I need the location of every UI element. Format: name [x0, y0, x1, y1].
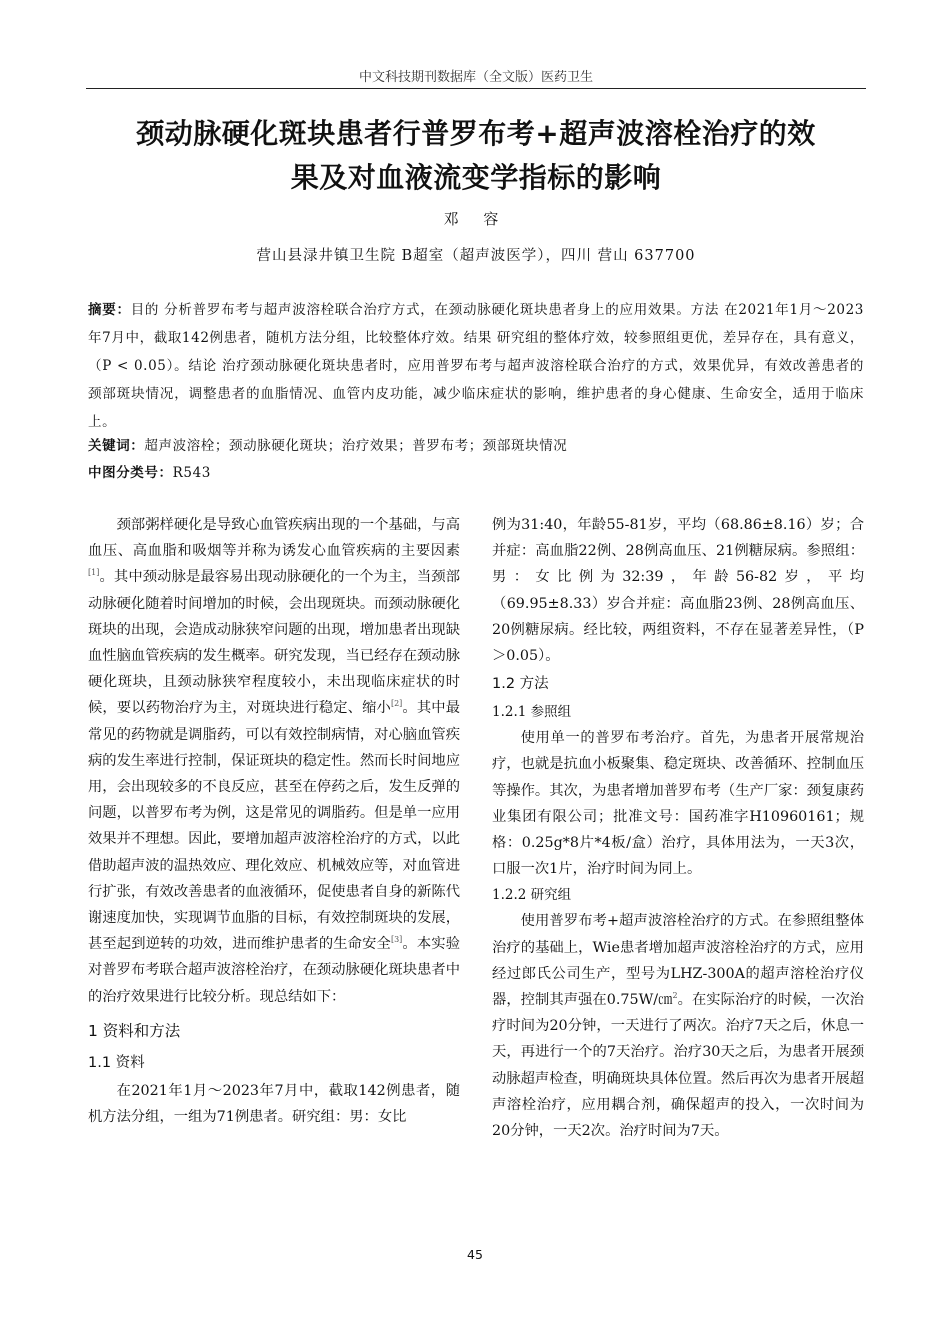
- intro-text-c: 。其中最常见的药物就是调脂药，可以有效控制病情，对心脑血管疾病的发生率进行控制，保证斑块的稳定性。然而长时间地应用，会出现较多的不良反应，甚至在停药之后，发生反弹的问题，以普罗布考为例，这是常见的调脂药。但是单一应用效果并不理想。因此，要增加超声波溶栓治疗的方式，以此借助超声波的温热效应、理化效应、机械效应等，对血管进行扩张，有效改善患者的血液循环，促使患者自身的新陈代谢速度加快，实现调节血脂的目标，有效控制斑块的发展，甚至起到逆转的功效，进而维护患者的生命安全: [88, 700, 461, 953]
- author-name: 邓 容: [443, 210, 509, 228]
- section-heading-methods: 1 资料和方法: [88, 1021, 181, 1040]
- title-line-1: 颈动脉硬化斑块患者行普罗布考+超声波溶栓治疗的效: [136, 117, 816, 150]
- superscript-2: 2: [672, 991, 678, 1001]
- abstract: [88, 296, 864, 436]
- intro-text-d: 。本实验对普罗布考联合超声波溶栓治疗，在颈动脉硬化斑块患者中的治疗效果进行比较分析。现总结如下：: [88, 936, 461, 1005]
- reference-2: [2]: [390, 699, 403, 709]
- intro-text-a: 颈部粥样硬化是导致心血管疾病出现的一个基础，与高血压、高血脂和吸烟等并称为诱发心血管疾病的主要因素: [88, 517, 460, 560]
- journal-header: 中文科技期刊数据库（全文版）医药卫生: [358, 70, 593, 85]
- author-affiliation: 营山县渌井镇卫生院 B超室（超声波医学），四川 营山 637700: [256, 248, 696, 264]
- classification-number: [88, 461, 864, 481]
- abstract-label: 摘要：: [88, 302, 131, 318]
- study-text-b: 。在实际治疗的时候，一次治疗时间为20分钟，一天进行了两次。治疗7天之后，休息一天，再进行一个的7天治疗。治疗30天之后，为患者开展颈动脉超声检查，明确斑块具体位置。然后再次为患者开展超声溶栓治疗，应用耦合剂，确保超声的投入，一次时间为20分钟，一天2次。治疗时间为7天。: [492, 992, 865, 1140]
- subsection-heading-method: 1.2 方法: [492, 676, 549, 693]
- study-text-a: 使用普罗布考+超声波溶栓治疗的方式。在参照组整体治疗的基础上，Wie患者增加超声波溶栓治疗的方式，应用经过郎氏公司生产，型号为LHZ-300A的超声溶栓治疗仪器，控制其声强在0.75W/㎝: [492, 913, 864, 1009]
- title-line-2: 果及对血液流变学指标的影响: [290, 161, 662, 194]
- subsubsection-heading-reference-group: 1.2.1 参照组: [492, 704, 572, 721]
- clc-text: R543: [172, 465, 211, 481]
- right-column: [492, 512, 864, 1144]
- data-paragraph: 在2021年1月～2023年7月中，截取142例患者，随机方法分组，一组为71例患者。研究组：男：女比: [88, 1082, 460, 1126]
- subsubsection-heading-study-group: 1.2.2 研究组: [492, 887, 572, 904]
- keywords: [88, 434, 864, 454]
- subsection-heading-data: 1.1 资料: [88, 1054, 145, 1071]
- article-title: [86, 112, 866, 200]
- intro-text-b: 。其中颈动脉是最容易出现动脉硬化的一个为主，当颈部动脉硬化随着时间增加的时候，会出现斑块。而颈动脉硬化斑块的出现，会造成动脉狭窄问题的出现，增加患者出现缺血性脑血管疾病的发生概率。研究发现，当已经存在颈动脉硬化斑块，且颈动脉狭窄程度较小，未出现临床症状的时候，要以药物治疗为主，对斑块进行稳定、缩小: [88, 569, 460, 717]
- header-rule: [86, 88, 866, 89]
- page-number: 45: [467, 1247, 483, 1262]
- keywords-text: 超声波溶栓；颈动脉硬化斑块；治疗效果；普罗布考；颈部斑块情况: [144, 438, 568, 454]
- clc-label: 中图分类号：: [88, 465, 173, 481]
- keywords-label: 关键词：: [88, 438, 145, 454]
- study-group-paragraph: [492, 908, 864, 1144]
- reference-group-paragraph: 使用单一的普罗布考治疗。首先，为患者开展常规治疗，也就是抗血小板聚集、稳定斑块、改善循环、控制血压等操作。其次，为患者增加普罗布考（生产厂家：颈复康药业集团有限公司；批准文号：国药准字H10960161；规格：0.25g*8片*4板/盒）治疗，具体用法为，一天3次，口服一次1片，治疗时间为同上。: [492, 730, 864, 878]
- abstract-text: 目的 分析普罗布考与超声波溶栓联合治疗方式，在颈动脉硬化斑块患者身上的应用效果。方法 在2021年1月～2023年7月中，截取142例患者，随机方法分组，比较整体疗效。结果 研究组的整体疗效，较参照组更优，差异存在，具有意义，（P < 0.05）。结论 治疗颈动脉硬化斑块患者时，应用普罗布考与超声波溶栓联合治疗的方式，效果优异，有效改善患者的颈部斑块情况，调整患者的血脂情况、血管内皮功能，减少临床症状的影响，维护患者的身心健康、生命安全，适用于临床上。: [88, 302, 864, 430]
- intro-paragraph: [88, 512, 460, 1010]
- data-paragraph-continued: 例为31:40，年龄55-81岁，平均（68.86±8.16）岁；合并症：高血脂22例、28例高血压、21例糖尿病。参照组：男：女比例为32:39，年龄56-82岁，平均（69.95±8.33）岁合并症：高血脂23例、28例高血压、20例糖尿病。经比较，两组资料，不存在显著差异性，（P＞0.05）。: [492, 517, 864, 665]
- left-column: [88, 512, 460, 1130]
- reference-3: [3]: [390, 935, 403, 945]
- reference-1: [1]: [88, 568, 100, 578]
